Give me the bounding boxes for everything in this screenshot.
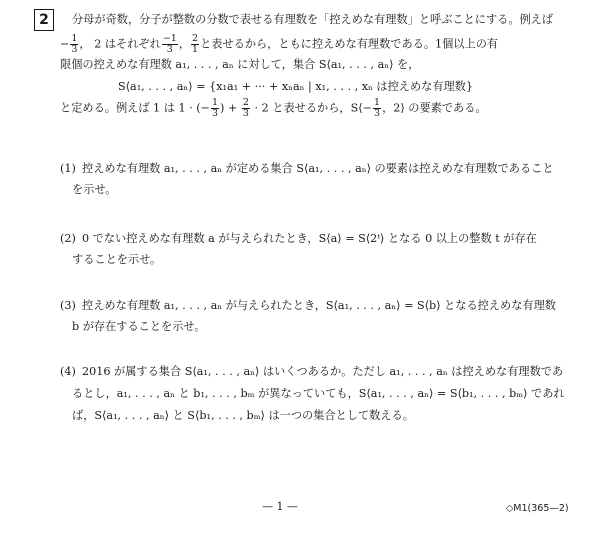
- part-1-line-1: 控えめな有理数 a₁, . . . , aₙ が定める集合 S⟨a₁, . . . , aₙ⟩ の要素は控えめな有理数であること: [82, 162, 554, 175]
- part-4-line-2: るとし，a₁, . . . , aₙ と b₁, . . . , bₘ が異なっていても，S⟨a₁, . . . , aₙ⟩ = S⟨b₁, . . . , bₘ⟩ であれ: [72, 387, 565, 400]
- page-number: — 1 —: [262, 500, 298, 513]
- part-3-line-2: b が存在することを示せ。: [72, 320, 206, 333]
- fraction-neg1-over-3: $\frac{-1}{3}$: [162, 33, 177, 55]
- fraction-2-over-1: $\frac{2}{1}$: [192, 33, 199, 55]
- intro-line-2: − $\frac{1}{3}$ ， 2 はそれぞれ $\frac{-1}{3}$ ， $\frac{2}{1}$ と表せるから，ともに控えめな有理数である。1個以上の有: [60, 33, 499, 55]
- part-2-label: (2): [60, 232, 76, 245]
- part-1-label: (1): [60, 162, 76, 175]
- intro-line-3: 限個の控えめな有理数 a₁, . . . , aₙ に対して，集合 S⟨a₁, . . . , aₙ⟩ を，: [60, 58, 420, 71]
- fraction-two-thirds: $\frac{2}{3}$: [242, 97, 249, 119]
- part-2-line-1: 0 でない控えめな有理数 a が与えられたとき，S⟨a⟩ = S⟨2ᵗ⟩ となる 0 以上の整数 t が存在: [82, 232, 537, 245]
- part-4-line-3: ば，S⟨a₁, . . . , aₙ⟩ と S⟨b₁, . . . , bₘ⟩ は一つの集合として数える。: [72, 409, 414, 422]
- document-code: ◇M1(365—2): [506, 503, 569, 514]
- intro-line-1: 分母が奇数，分子が整数の分数で表せる有理数を「控えめな有理数」と呼ぶことにする。例えば: [72, 13, 554, 26]
- part-3-line-1: 控えめな有理数 a₁, . . . , aₙ が与えられたとき，S⟨a₁, . . . , aₙ⟩ = S⟨b⟩ となる控えめな有理数: [82, 299, 556, 312]
- problem-number: 2: [34, 9, 54, 31]
- fraction-one-third-b: $\frac{1}{3}$: [212, 97, 219, 119]
- fraction-one-third: $\frac{1}{3}$: [71, 33, 78, 55]
- fraction-one-third-c: $\frac{1}{3}$: [374, 97, 381, 119]
- part-4-label: (4): [60, 365, 76, 378]
- intro-line-5: と定める。例えば 1 は 1 · (− $\frac{1}{3}$ ) + $\frac{2}{3}$ · 2 と表せるから，S⟨− $\frac{1}{3}$ ，2⟩ の要素である。: [60, 97, 487, 119]
- part-1-line-2: を示せ。: [72, 183, 117, 196]
- set-definition: S⟨a₁, . . . , aₙ⟩ = {x₁a₁ + ··· + xₙaₙ | x₁, . . . , xₙ は控えめな有理数}: [118, 80, 474, 93]
- part-4-line-1: 2016 が属する集合 S⟨a₁, . . . , aₙ⟩ はいくつあるか。ただし a₁, . . . , aₙ は控えめな有理数であ: [82, 365, 564, 378]
- part-2-line-2: することを示せ。: [72, 253, 162, 266]
- part-3-label: (3): [60, 299, 76, 312]
